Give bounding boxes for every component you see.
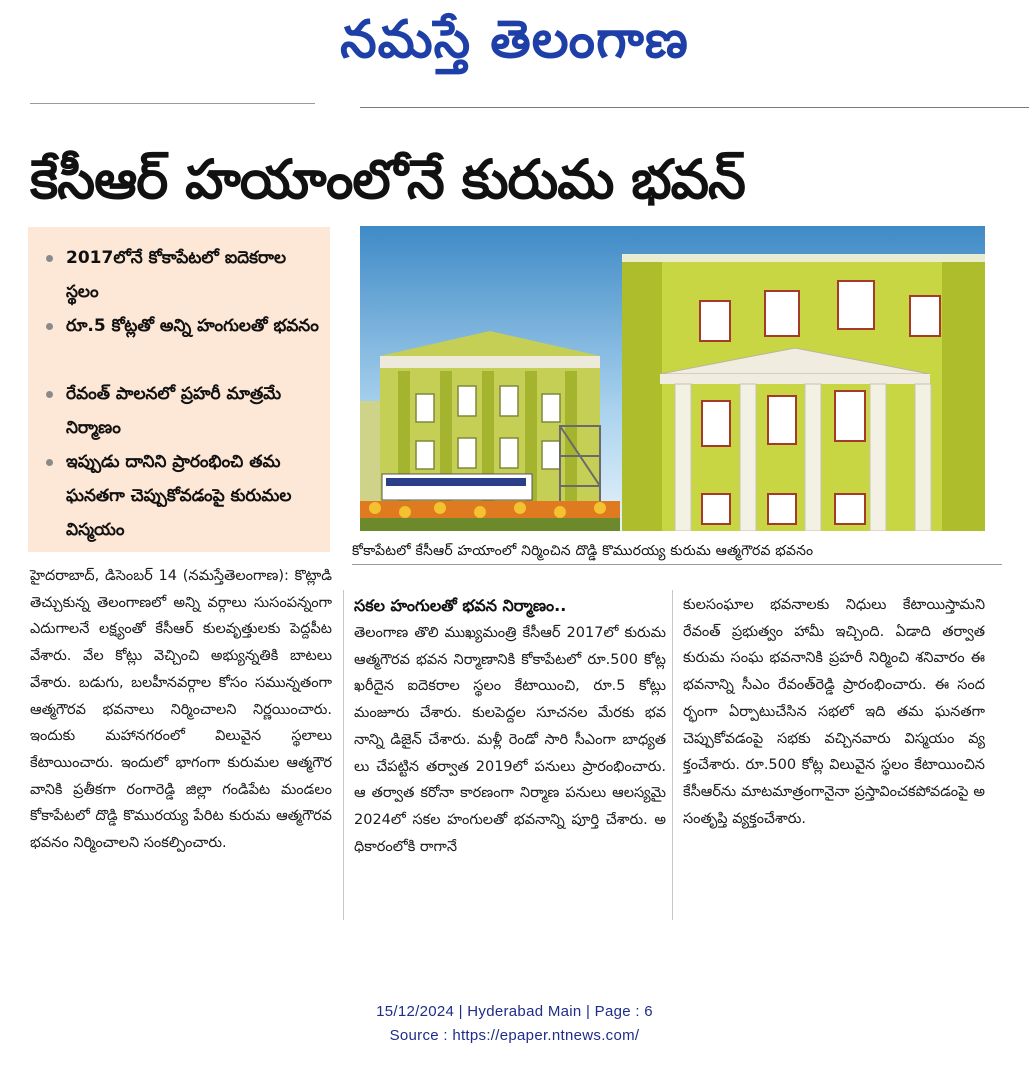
- highlight-text: ఇప్పుడు దానిని ప్రారంభించి తమ ఘనతగా చెప్పుకోవడంపై కురుమల విస్మయం: [66, 452, 292, 540]
- bullet-icon: [46, 391, 53, 398]
- article-text: తెలంగాణ తొలి ముఖ్యమంత్రి కేసీఆర్ 2017లో కురుమ ఆత్మగౌరవ భవన నిర్మాణానికి కోకాపేటలో రూ.500 కోట్ల ఖరీదైన ఐదెకరాల స్థలం కేటాయించి, రూ.5 కోట్లు మంజూరు చేశారు. కులపెద్దల సూచనల మేరకు భవనాన్ని డిజైన్ చేశారు. మళ్లీ రెండో సారి సీఎంగా బాధ్యతలు చేపట్టిన తర్వాత 2019లో పనులు ప్రారంభించారు. ఆ తర్వాత కరోనా కారణంగా నిర్మాణ పనులు ఆలస్యమై 2024లో సకల హంగులతో భవనాన్ని పూర్తి చేశారు. అధికారంలోకి రాగానే: [354, 625, 666, 855]
- masthead-rule-right: [360, 107, 1029, 108]
- column-divider: [343, 590, 344, 920]
- highlight-item: [42, 445, 320, 547]
- highlights-box: [28, 227, 330, 552]
- highlight-text: రూ.5 కోట్లతో అన్ని హంగులతో భవనం: [66, 316, 319, 336]
- building-photo: [360, 226, 985, 531]
- footer-source: Source : https://epaper.ntnews.com/: [389, 1027, 640, 1044]
- highlight-text: 2017లోనే కోకాపేటలో ఐదెకరాల స్థలం: [66, 248, 287, 302]
- article-column-2: [354, 592, 666, 860]
- article-text: కులసంఘాల భవనాలకు నిధులు కేటాయిస్తామని రేవంత్ ప్రభుత్వం హామీ ఇచ్చింది. ఏడాది తర్వాత కురుమ సంఘ భవనానికి ప్రహరీ నిర్మించి శనివారం ఈ భవనాన్ని సీఎం రేవంత్‌రెడ్డి ప్రారంభించారు. ఈ సందర్భంగా ఏర్పాటుచేసిన సభలో ఇది తమ ఘనతగా చెప్పుకోవడంపై సభకు వచ్చినవారు విస్మయం వ్యక్తంచేశారు. రూ.500 కోట్ల విలువైన స్థలం కేటాయించిన కేసీఆర్‌ను మాటమాత్రంగానైనా ప్రస్తావించకపోవడంపై అసంతృప్తి వ్యక్తంచేశారు.: [683, 597, 985, 827]
- article-text: హైదరాబాద్, డిసెంబర్ 14 (నమస్తేతెలంగాణ): కొట్లాడి తెచ్చుకున్న తెలంగాణలో అన్ని వర్గాలు సుసంపన్నంగా ఎదుగాలనే లక్ష్యంతో కేసీఆర్ కులవృత్తులకు పెద్దపీట వేశారు. వేల కోట్లు వెచ్చించి అభ్యున్నతికి బాటలు వేశారు. బడుగు, బలహీనవర్గాల కోసం సమున్నతంగా ఆత్మగౌరవ భవనాలు నిర్మించాలని నిర్ణయించారు. ఇందుకు మహానగరంలో విలువైన స్థలాలు కేటాయించారు. ఇందులో భాగంగా కురుమల ఆత్మగౌరవానికి ప్రతీకగా రంగారెడ్డి జిల్లా గండిపేట మండలం కోకాపేటలో దొడ్డి కొమురయ్య పేరిట కురుమ ఆత్మగౌరవ భవనం నిర్మించాలని సంకల్పించారు.: [30, 568, 332, 852]
- building-illustration: [360, 226, 985, 531]
- highlight-text: రేవంత్ పాలనలో ప్రహరీ మాత్రమే నిర్మాణం: [66, 384, 282, 438]
- photo-caption: కోకాపేటలో కేసీఆర్ హయాంలో నిర్మించిన దొడ్డి కొమురయ్య కురుమ ఆత్మగౌరవ భవనం: [352, 543, 814, 559]
- article-column-3: [683, 592, 985, 832]
- masthead-logo: నమస్తే తెలంగాణ: [340, 9, 689, 70]
- bullet-icon: [46, 255, 53, 262]
- bullet-icon: [46, 459, 53, 466]
- column-divider: [672, 590, 673, 920]
- highlight-item: [42, 309, 320, 377]
- article-column-1: [30, 563, 332, 857]
- highlight-item: [42, 377, 320, 445]
- footer-date-edition: 15/12/2024 | Hyderabad Main | Page : 6: [376, 1003, 653, 1020]
- highlight-item: [42, 241, 320, 309]
- bullet-icon: [46, 323, 53, 330]
- article-subheading: సకల హంగులతో భవన నిర్మాణం..: [354, 596, 567, 615]
- caption-rule: [352, 564, 1002, 565]
- headline: కేసీఆర్ హయాంలోనే కురుమ భవన్: [30, 148, 745, 211]
- masthead-rule-left: [30, 103, 315, 104]
